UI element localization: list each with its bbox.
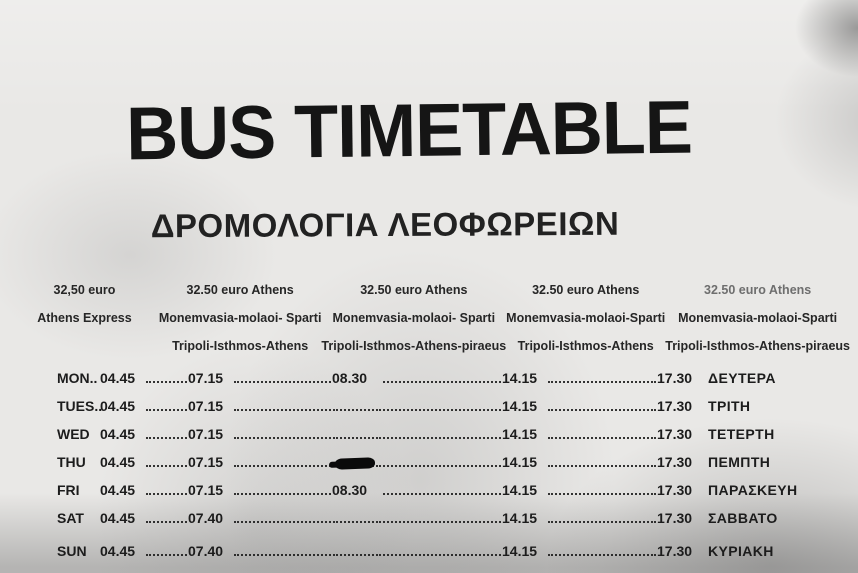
day-label: SUN: [57, 543, 87, 559]
fare-column: [321, 279, 506, 363]
departure-time: 17.30: [657, 398, 693, 414]
route-line-2: Tripoli-Isthmos-Athens-piraeus: [321, 339, 507, 353]
fare-price: 32.50 euro Athens: [532, 283, 640, 297]
departure-time: 14.15: [502, 370, 538, 386]
day-label: THU: [57, 454, 86, 470]
departure-time: 17.30: [657, 510, 693, 526]
fare-price: 32.50 euro Athens: [360, 283, 468, 297]
dotted-leader: [146, 554, 187, 556]
dotted-leader: [383, 381, 501, 383]
dotted-leader: [234, 465, 331, 467]
timetable-row-fri: [57, 472, 830, 500]
dotted-leader: [234, 554, 331, 556]
route-line-1: Athens Express: [37, 311, 132, 325]
route-line-2: Tripoli-Isthmos-Athens: [517, 339, 654, 353]
fare-column: [506, 279, 665, 363]
departure-time: 07.40: [188, 510, 224, 526]
departure-time: 14.15: [502, 454, 538, 470]
departure-time: 14.15: [502, 426, 538, 442]
dotted-leader: [234, 409, 331, 411]
marker-redaction: [335, 457, 375, 469]
dotted-leader: [548, 409, 656, 411]
route-line-2: Tripoli-Isthmos-Athens-piraeus: [665, 339, 850, 353]
route-line-1: Monemvasia-molaoi- Sparti: [158, 311, 322, 325]
dotted-leader: [548, 465, 656, 467]
departure-time: 04.45: [100, 482, 136, 498]
timetable-row-sat: [57, 500, 830, 528]
fare-column: [665, 279, 850, 363]
dotted-leader: [146, 493, 187, 495]
dotted-leader: [383, 437, 501, 439]
departure-time: 08.30: [332, 370, 368, 386]
day-label: MON..: [57, 370, 98, 386]
dotted-leader: [383, 493, 501, 495]
dotted-leader: [383, 521, 501, 523]
departure-time: 17.30: [657, 370, 693, 386]
timetable-row-sun: [57, 533, 830, 561]
dotted-leader: [146, 409, 187, 411]
timetable-row-wed: [57, 416, 830, 444]
fare-column: [159, 279, 322, 363]
dotted-leader: [146, 381, 187, 383]
dotted-leader: [234, 381, 331, 383]
fare-price: 32.50 euro Athens: [186, 283, 294, 297]
departure-time: 14.15: [502, 510, 538, 526]
schedule-table: [57, 360, 830, 561]
departure-time: 17.30: [657, 454, 693, 470]
dotted-leader: [548, 521, 656, 523]
departure-time: 14.15: [502, 482, 538, 498]
departure-time: 07.15: [188, 482, 224, 498]
dotted-leader: [548, 437, 656, 439]
dotted-leader: [333, 521, 381, 523]
greek-day-label: ΚΥΡΙΑΚΗ: [708, 543, 774, 559]
departure-time: 14.15: [502, 543, 538, 559]
dotted-leader: [146, 521, 187, 523]
dotted-leader: [383, 409, 501, 411]
departure-time: 07.15: [188, 398, 224, 414]
route-line-1: Monemvasia-molaoi-Sparti: [678, 311, 838, 325]
timetable-row-tue: [57, 388, 830, 416]
dotted-leader: [383, 554, 501, 556]
greek-day-label: ΠΑΡΑΣΚΕΥΗ: [708, 482, 798, 498]
greek-day-label: ΤΡΙΤΗ: [708, 398, 751, 414]
fare-route-header: [10, 279, 850, 363]
dotted-leader: [333, 554, 381, 556]
dotted-leader: [234, 521, 331, 523]
dotted-leader: [146, 437, 187, 439]
greek-day-label: ΤΕΤΕΡΤΗ: [708, 426, 775, 442]
departure-time: 17.30: [657, 426, 693, 442]
dotted-leader: [333, 409, 381, 411]
departure-time: 08.30: [332, 482, 368, 498]
departure-time: 07.15: [188, 454, 224, 470]
day-label: SAT: [57, 510, 84, 526]
departure-time: 07.40: [188, 543, 224, 559]
greek-day-label: ΔΕΥΤΕΡΑ: [708, 370, 776, 386]
day-label: FRI: [57, 482, 80, 498]
timetable-row-thu: [57, 444, 830, 472]
route-line-2: Tripoli-Isthmos-Athens: [172, 339, 309, 353]
departure-time: 04.45: [100, 543, 136, 559]
dotted-leader: [548, 493, 656, 495]
dotted-leader: [383, 465, 501, 467]
fare-price: 32,50 euro: [53, 283, 116, 297]
dotted-leader: [548, 381, 656, 383]
departure-time: 07.15: [188, 426, 224, 442]
route-line-1: Monemvasia-molaoi-Sparti: [506, 311, 666, 325]
day-label: WED: [57, 426, 90, 442]
departure-time: 17.30: [657, 543, 693, 559]
departure-time: 17.30: [657, 482, 693, 498]
departure-time: 04.45: [100, 426, 136, 442]
route-line-2: [10, 335, 159, 363]
fare-price: 32.50 euro Athens: [704, 283, 812, 297]
departure-time: 14.15: [502, 398, 538, 414]
greek-day-label: ΠΕΜΠΤΗ: [708, 454, 771, 470]
dotted-leader: [234, 493, 331, 495]
day-label: TUES..: [57, 398, 103, 414]
dotted-leader: [548, 554, 656, 556]
greek-day-label: ΣΑΒΒΑΤΟ: [708, 510, 778, 526]
departure-time: 07.15: [188, 370, 224, 386]
departure-time: 04.45: [100, 398, 136, 414]
timetable-row-mon: [57, 360, 830, 388]
page-subtitle-greek: ΔΡΟΜΟΛΟΓΙΑ ΛΕΟΦΩΡΕΙΩΝ: [150, 204, 620, 245]
departure-time: 04.45: [100, 510, 136, 526]
page-title: BUS TIMETABLE: [125, 85, 693, 177]
dotted-leader: [234, 437, 331, 439]
fare-column: [10, 279, 159, 363]
route-line-1: Monemvasia-molaoi- Sparti: [332, 311, 496, 325]
departure-time: 04.45: [100, 454, 136, 470]
dotted-leader: [333, 437, 381, 439]
departure-time: 04.45: [100, 370, 136, 386]
dotted-leader: [146, 465, 187, 467]
